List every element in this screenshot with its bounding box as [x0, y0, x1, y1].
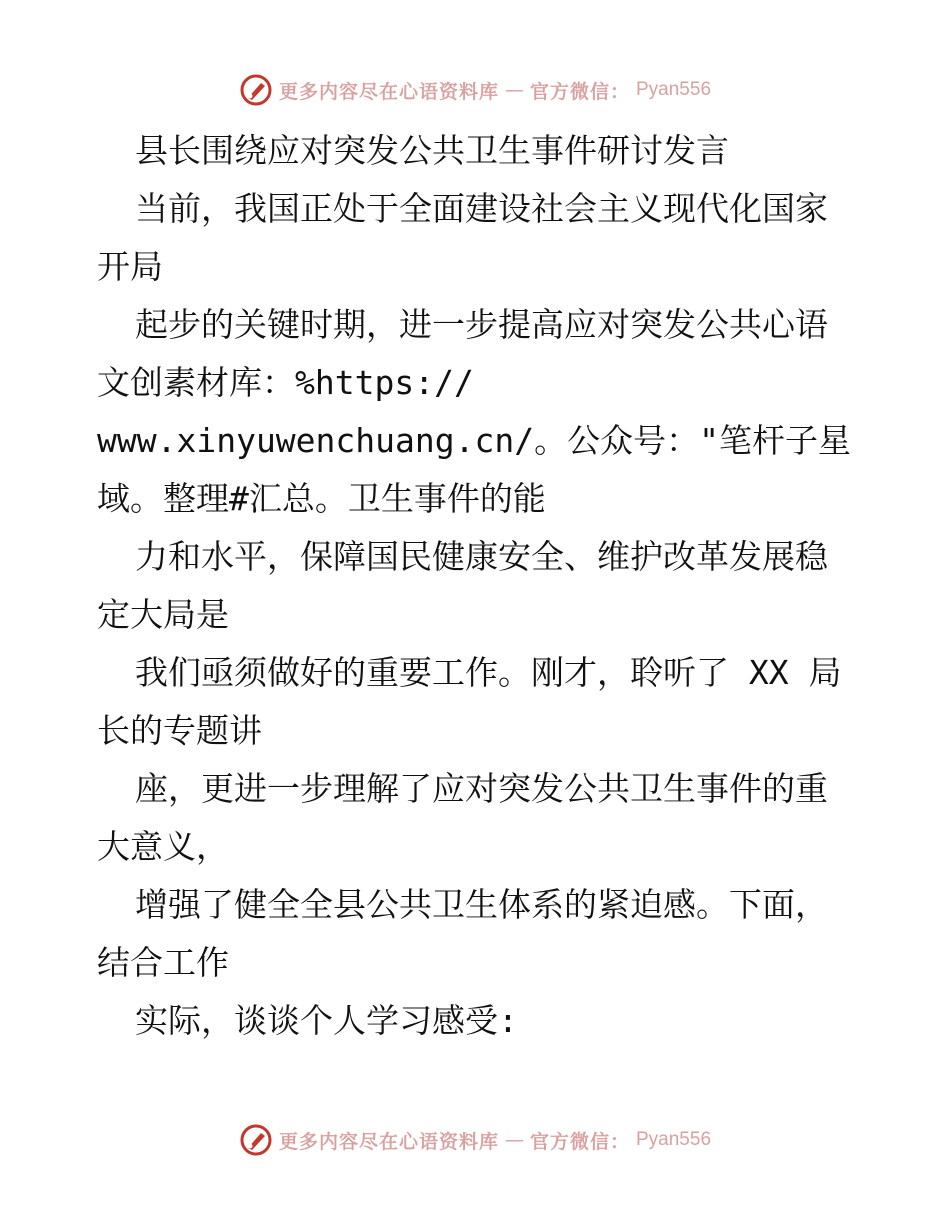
paragraph-line: 结合工作: [97, 943, 229, 982]
document-title: 县长围绕应对突发公共卫生事件研讨发言: [135, 131, 729, 170]
paragraph-line: 长的专题讲: [97, 711, 262, 750]
watermark-official-label: 官方微信：: [529, 80, 630, 103]
paragraph-line: 增强了健全全县公共卫生体系的紧迫感。下面，: [135, 885, 828, 924]
paragraph-line: 开局: [97, 247, 163, 286]
paragraph-line: 起步的关键时期，进一步提高应对突发公共心语: [135, 305, 828, 344]
watermark-footer: [0, 1120, 950, 1160]
watermark-header: [0, 70, 950, 110]
watermark-handle: Pyan556: [636, 1129, 712, 1150]
pen-logo-icon: [239, 73, 273, 107]
paragraph-line: 我们亟须做好的重要工作。刚才，聆听了 XX 局: [135, 653, 842, 692]
paragraph-line: 大意义，: [97, 827, 229, 866]
paragraph-line: 域。整理#汇总。卫生事件的能: [97, 479, 546, 518]
paragraph-line: 当前，我国正处于全面建设社会主义现代化国家: [135, 189, 828, 228]
paragraph-line: 实际，谈谈个人学习感受:: [135, 1001, 518, 1040]
watermark-official-label: 官方微信：: [529, 1130, 630, 1153]
paragraph-line: 座，更进一步理解了应对突发公共卫生事件的重: [135, 769, 828, 808]
paragraph-line: www.xinyuwenchuang.cn/。公众号："笔杆子星: [97, 421, 851, 460]
paragraph-line: 定大局是: [97, 595, 229, 634]
pen-logo-icon: [239, 1123, 273, 1157]
watermark-separator: —: [504, 79, 524, 101]
watermark-text: 更多内容尽在心语资料库: [278, 80, 499, 103]
document-body: [97, 122, 857, 1050]
watermark-handle: Pyan556: [636, 79, 712, 100]
watermark-separator: —: [504, 1129, 524, 1151]
watermark-text: 更多内容尽在心语资料库: [278, 1130, 499, 1153]
paragraph-line: 力和水平，保障国民健康安全、维护改革发展稳: [135, 537, 828, 576]
paragraph-line: 文创素材库：%https://: [97, 363, 474, 402]
